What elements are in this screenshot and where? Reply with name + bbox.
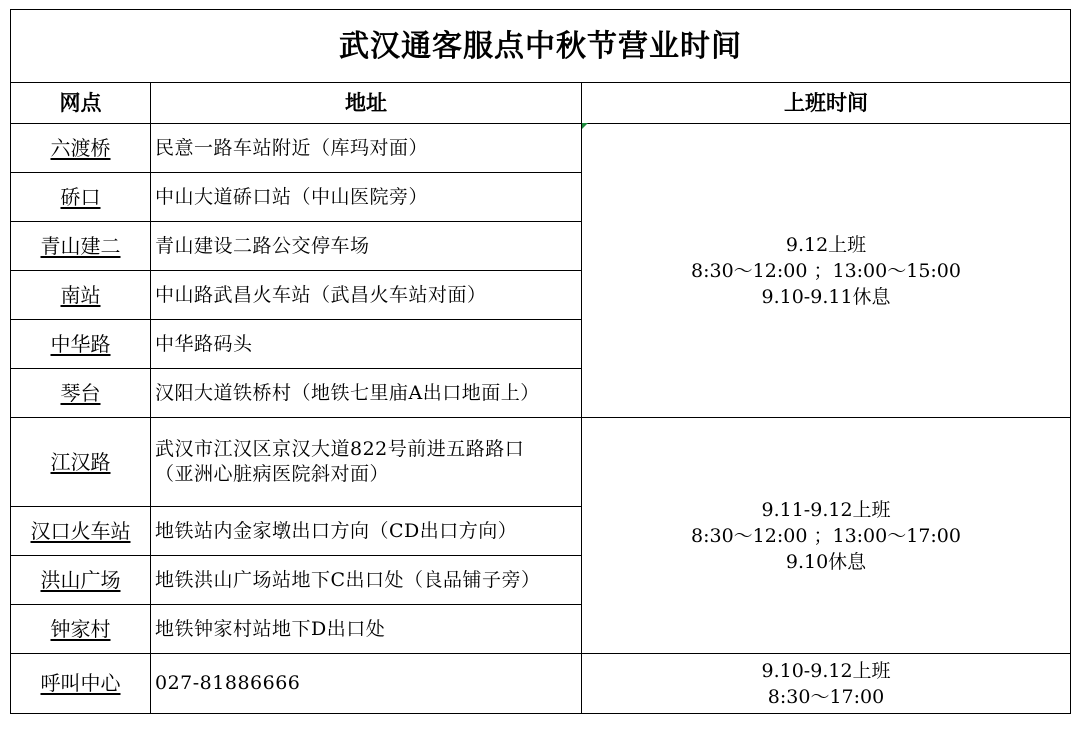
outlet-name-cell	[11, 369, 151, 418]
address-cell: 地铁站内金家墩出口方向（CD出口方向）	[151, 507, 582, 556]
header-address: 地址	[151, 83, 582, 124]
outlet-link[interactable]: 呼叫中心	[40, 671, 121, 695]
hours-line: 9.11-9.12上班	[761, 498, 891, 521]
schedule-table	[10, 9, 1071, 714]
outlet-link[interactable]: 钟家村	[50, 616, 111, 641]
hours-line: 8:30～17:00	[767, 685, 885, 708]
outlet-name-cell	[11, 507, 151, 556]
table-row	[11, 418, 1071, 507]
outlet-name-cell	[11, 556, 151, 605]
outlet-name-cell	[11, 173, 151, 222]
outlet-name-cell	[11, 124, 151, 173]
hours-line: 9.10休息	[785, 550, 867, 573]
address-cell: 地铁洪山广场站地下C出口处（良品铺子旁）	[151, 556, 582, 605]
outlet-name-cell	[11, 320, 151, 369]
outlet-link[interactable]: 江汉路	[50, 449, 111, 474]
cell-comment-marker	[582, 123, 588, 129]
hours-line: 8:30～12:00 ；13:00～17:00	[691, 524, 961, 547]
hours-line: 9.12上班	[785, 233, 867, 256]
outlet-link[interactable]: 汉口火车站	[30, 518, 131, 543]
hours-line: 9.10-9.11休息	[761, 285, 891, 308]
table-row	[11, 124, 1071, 173]
hours-cell-group1	[582, 124, 1071, 418]
hours-line: 9.10-9.12上班	[761, 659, 891, 682]
outlet-name-cell	[11, 222, 151, 271]
table-row	[11, 654, 1071, 714]
outlet-link[interactable]: 南站	[60, 282, 101, 307]
hours-cell-group2	[582, 418, 1071, 654]
outlet-link[interactable]: 六渡桥	[50, 135, 111, 160]
outlet-link[interactable]: 琴台	[60, 380, 101, 405]
address-cell: 青山建设二路公交停车场	[151, 222, 582, 271]
address-cell: 中华路码头	[151, 320, 582, 369]
outlet-link[interactable]: 中华路	[50, 331, 111, 356]
outlet-name-cell	[11, 654, 151, 714]
address-cell: 中山大道硚口站（中山医院旁）	[151, 173, 582, 222]
hours-cell-group3	[582, 654, 1071, 714]
page-title: 武汉通客服点中秋节营业时间	[11, 10, 1071, 83]
outlet-name-cell	[11, 418, 151, 507]
outlet-link[interactable]: 硚口	[60, 184, 101, 209]
outlet-link[interactable]: 青山建二	[40, 233, 121, 258]
outlet-link[interactable]: 洪山广场	[40, 567, 121, 592]
address-line: （亚洲心脏病医院斜对面）	[155, 463, 390, 485]
header-hours: 上班时间	[582, 83, 1071, 124]
header-outlet: 网点	[11, 83, 151, 124]
address-cell: 汉阳大道铁桥村（地铁七里庙A出口地面上）	[151, 369, 582, 418]
address-cell: 民意一路车站附近（库玛对面）	[151, 124, 582, 173]
address-cell	[151, 418, 582, 507]
schedule-sheet	[10, 9, 1070, 729]
outlet-name-cell	[11, 605, 151, 654]
address-cell: 中山路武昌火车站（武昌火车站对面）	[151, 271, 582, 320]
address-cell: 地铁钟家村站地下D出口处	[151, 605, 582, 654]
address-cell: 027-81886666	[151, 654, 582, 714]
address-line: 武汉市江汉区京汉大道822号前进五路路口	[155, 438, 525, 460]
hours-line: 8:30～12:00 ；13:00～15:00	[691, 259, 961, 282]
outlet-name-cell	[11, 271, 151, 320]
